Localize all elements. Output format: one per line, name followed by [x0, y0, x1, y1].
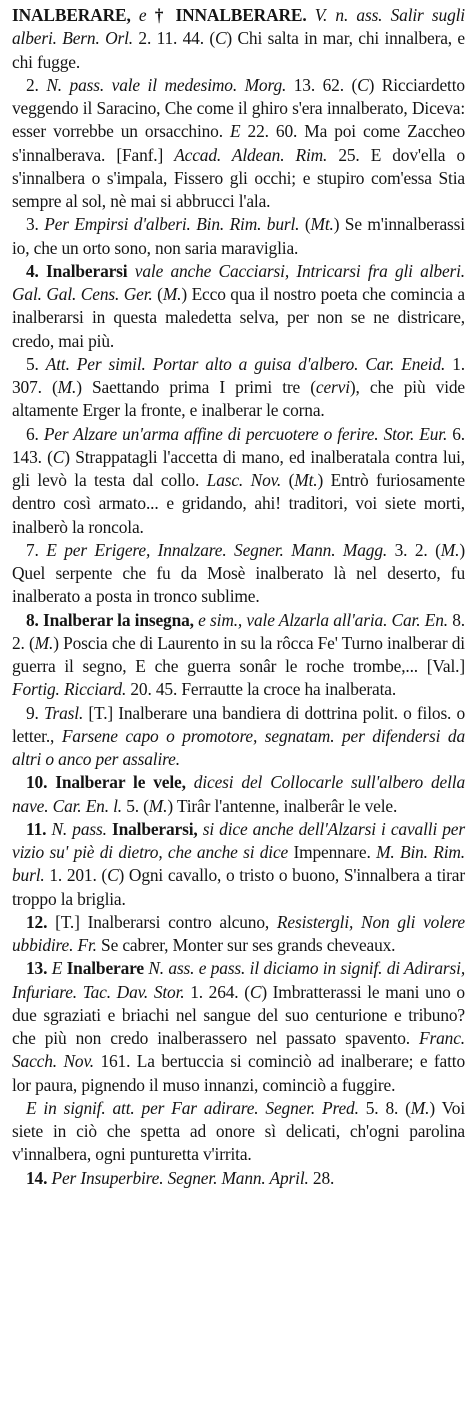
entry-italic-text: M. [57, 377, 77, 397]
entry-text: 3. [26, 214, 45, 235]
entry-italic-text: C [249, 981, 262, 1002]
entry-text: 25. E dov'ella o s'innalbera o s'impala, Fissero gli occhi; e stupiro com'essa Stia sempre al sol, nè mai si abbrucci l'ala. [12, 144, 465, 211]
entry-text: Se cabrer, Monter sur ses grands cheveaux. [101, 935, 396, 955]
entry-text: [T.] Inalberare una bandiera di dottrina polit. o filos. o letter., [12, 702, 465, 746]
dictionary-entry [12, 911, 465, 958]
entry-italic-text: E [51, 958, 67, 979]
entry-italic-text: Per Empirsi d'alberi. Bin. Rim. burl. [44, 214, 305, 235]
dictionary-entry [12, 609, 465, 702]
entry-text: 6. [26, 423, 44, 444]
entry-italic-text: M. [148, 795, 168, 816]
entry-text: ( [304, 214, 311, 235]
entry-text: 3. 2. ( [394, 539, 441, 560]
entry-text: ) Quel serpente che fu da Mosè inalberato là nel deserto, fu inalberato a posta in tronco sublime. [12, 539, 465, 607]
dictionary-entry [12, 1097, 465, 1167]
entry-text: ) Voi siete in ciò che spetta ad onore sì delicati, ch'ogni parolina v'innalbera, ogni punturetta v'irrita. [12, 1097, 465, 1165]
entry-italic-text: Fortig. Ricciard. [12, 679, 131, 700]
entry-italic-text: Resistergli, Non gli volere ubbidire. Fr. [12, 911, 465, 955]
entry-text: 22. 60. Ma poi come Zaccheo s'innalberava. [Fanf.] [12, 121, 466, 165]
entry-text: ) Ogni cavallo, o tristo o buono, S'innalbera a tirar troppo la briglia. [12, 865, 465, 909]
dictionary-entry [12, 213, 465, 260]
entry-text: ) Chi salta in mar, chi innalbera, e chi fugge. [12, 28, 465, 72]
dictionary-entry [12, 423, 465, 539]
entry-italic-text: Per Alzare un'arma affine di percuotere o ferire. Stor. Eur. [43, 423, 453, 444]
entry-italic-text: M. [410, 1097, 430, 1118]
entry-italic-text: e sim., vale Alzarla all'aria. Car. En. [198, 609, 453, 630]
dictionary-entry [12, 4, 465, 74]
entry-text: ) Imbratterassi le mani uno o due sgraziati e briachi nel sangue del suo centurione e tribuno? che più non credo inalberassero nel passato spavento. [12, 981, 465, 1048]
entry-text: 20. 45. Ferrautte la croce ha inalberata. [130, 679, 397, 700]
entry-italic-text: Att. Per simil. Portar alto a guisa d'albero. Car. Eneid. [45, 353, 453, 374]
entry-italic-text: C [107, 865, 119, 886]
entry-text: 9. [26, 702, 44, 723]
entry-text: ) Se m'innalberassi io, che un orto sono, non saria maraviglia. [12, 214, 465, 258]
entry-italic-text: Per Insuperbire. Segner. Mann. April. [51, 1167, 313, 1188]
entry-italic-text: E [230, 121, 248, 142]
entry-text: 7. [26, 539, 47, 560]
entry-headword: 4. Inalberarsi [26, 260, 135, 281]
entry-italic-text: N. pass. vale il medesimo. Morg. [46, 74, 294, 95]
dictionary-entry [12, 539, 465, 609]
entry-italic-text: vale anche Cacciarsi, Intricarsi fra gli alberi. Gal. Gal. Cens. Ger. [12, 260, 466, 304]
entry-text: 1. 201. ( [49, 865, 108, 886]
entry-italic-text: E per Erigere, Innalzare. Segner. Mann. Magg. [46, 539, 395, 560]
entry-headword: Inalberarsi, [111, 818, 203, 839]
entry-text: 5. [26, 353, 46, 374]
entry-italic-text: M. [34, 632, 54, 653]
entry-text: ( [288, 470, 295, 490]
entry-headword: INALBERARE, [12, 5, 139, 25]
entry-text: ( [157, 284, 163, 304]
entry-text: ), che più vide altamente Erger la fronte, e inalberar le corna. [12, 377, 465, 421]
entry-headword: 10. Inalberar le vele, [26, 772, 194, 793]
entry-text: 28. [312, 1167, 335, 1188]
entry-text: [T.] Inalberarsi contro alcuno, [55, 911, 277, 932]
dictionary-entry [12, 353, 465, 423]
dictionary-entry [12, 1167, 465, 1190]
entry-text: ) Ricciardetto veggendo il Saracino, Che come il ghiro s'era innalberato, Diceva: esser vorrebbe un orsacchino. [12, 74, 465, 142]
entry-text: 161. La bertuccia si cominciò ad inalberare; e fatto lor paura, pignendo il muso innanzi, cominciò a fuggire. [12, 1051, 466, 1095]
entry-text: 8. 2. ( [12, 609, 465, 653]
entry-italic-text: e [138, 5, 155, 25]
entry-italic-text: Accad. Aldean. Rim. [174, 144, 339, 165]
entry-text: ) Strappatagli l'accetta di mano, ed inalberatala contra lui, gli levò la testa dal collo. [12, 446, 465, 490]
dictionary-entry [12, 771, 465, 818]
entry-italic-text: Lasc. Nov. [206, 470, 289, 490]
entry-italic-text: Mt. [294, 470, 318, 490]
dictionary-entry [12, 702, 465, 772]
entry-headword: Inalberare [66, 958, 149, 979]
entry-text: ) Poscia che di Laurento in su la rôcca Fe' Turno inalberar di guerra il segno, E che guerra sonâr le roche trombe,... [Val.] [12, 632, 465, 676]
entry-headword: 8. Inalberar la insegna, [26, 609, 199, 630]
entry-italic-text: si dice anche dell'Alzarsi i cavalli per vizio su' piè di dietro, che anche si dice [12, 818, 465, 862]
entry-text: ) Entrò furiosamente dentro così armato... e gridando, ahi! traditori, voi siete morti, inalberò la roncola. [12, 470, 466, 537]
entry-text: 13. 62. ( [293, 74, 358, 95]
entry-headword: 12. [26, 911, 56, 932]
entry-headword: 14. [26, 1167, 52, 1188]
entry-italic-text: C [357, 74, 369, 95]
dictionary-entry [12, 74, 465, 214]
entry-italic-text: N. pass. [51, 818, 112, 839]
entry-text: 1. 307. ( [12, 353, 465, 397]
entry-italic-text: Farsene capo o promotore, segnatam. per difendersi da altri o anco per assalire. [12, 725, 465, 769]
entry-italic-text: M. Bin. Rim. burl. [12, 842, 465, 886]
entry-text: ) Tirâr l'antenne, inalberâr le vele. [167, 795, 398, 816]
dictionary-entry [12, 260, 465, 353]
entry-italic-text: E in signif. att. per Far adirare. Segner. Pred. [26, 1097, 366, 1118]
entry-italic-text: M. [440, 539, 460, 560]
entry-italic-text: Trasl. [43, 702, 89, 723]
dictionary-entry [12, 818, 465, 911]
entry-text: 2. [26, 74, 47, 95]
entry-italic-text: C [214, 28, 227, 49]
entry-italic-text: M. [162, 284, 182, 304]
entry-italic-text: C [52, 446, 65, 467]
entry-italic-text: V. n. ass. Salir sugli alberi. Bern. Orl. [12, 5, 465, 49]
entry-text: Impennare. [293, 842, 377, 862]
entry-text: ) Ecco qua il nostro poeta che comincia a inalberarsi in questa maledetta selva, per non se ne districare, credo, mai più. [12, 284, 465, 351]
entry-headword: 11. [26, 818, 52, 839]
entry-italic-text: Franc. Sacch. Nov. [12, 1028, 465, 1072]
entry-text: ) Saettando prima I primi tre ( [76, 377, 316, 397]
entry-headword: † INNALBERARE. [154, 5, 315, 25]
entry-headword: 13. [26, 958, 52, 979]
entry-italic-text: Mt. [310, 214, 334, 235]
entry-text: 2. 11. 44. ( [138, 28, 215, 49]
entry-italic-text: N. ass. e pass. il diciamo in signif. di Adirarsi, Infuriare. Tac. Dav. Stor. [12, 958, 466, 1002]
entry-text: 1. 264. ( [190, 981, 250, 1002]
entry-text: 6. 143. ( [12, 423, 465, 467]
entry-italic-text: cervi [315, 377, 350, 397]
entry-text: 5. ( [126, 795, 149, 816]
entry-italic-text: dicesi del Collocarle sull'albero della nave. Car. En. l. [12, 772, 465, 816]
dictionary-entry [12, 957, 465, 1097]
entry-text: 5. 8. ( [365, 1097, 411, 1118]
